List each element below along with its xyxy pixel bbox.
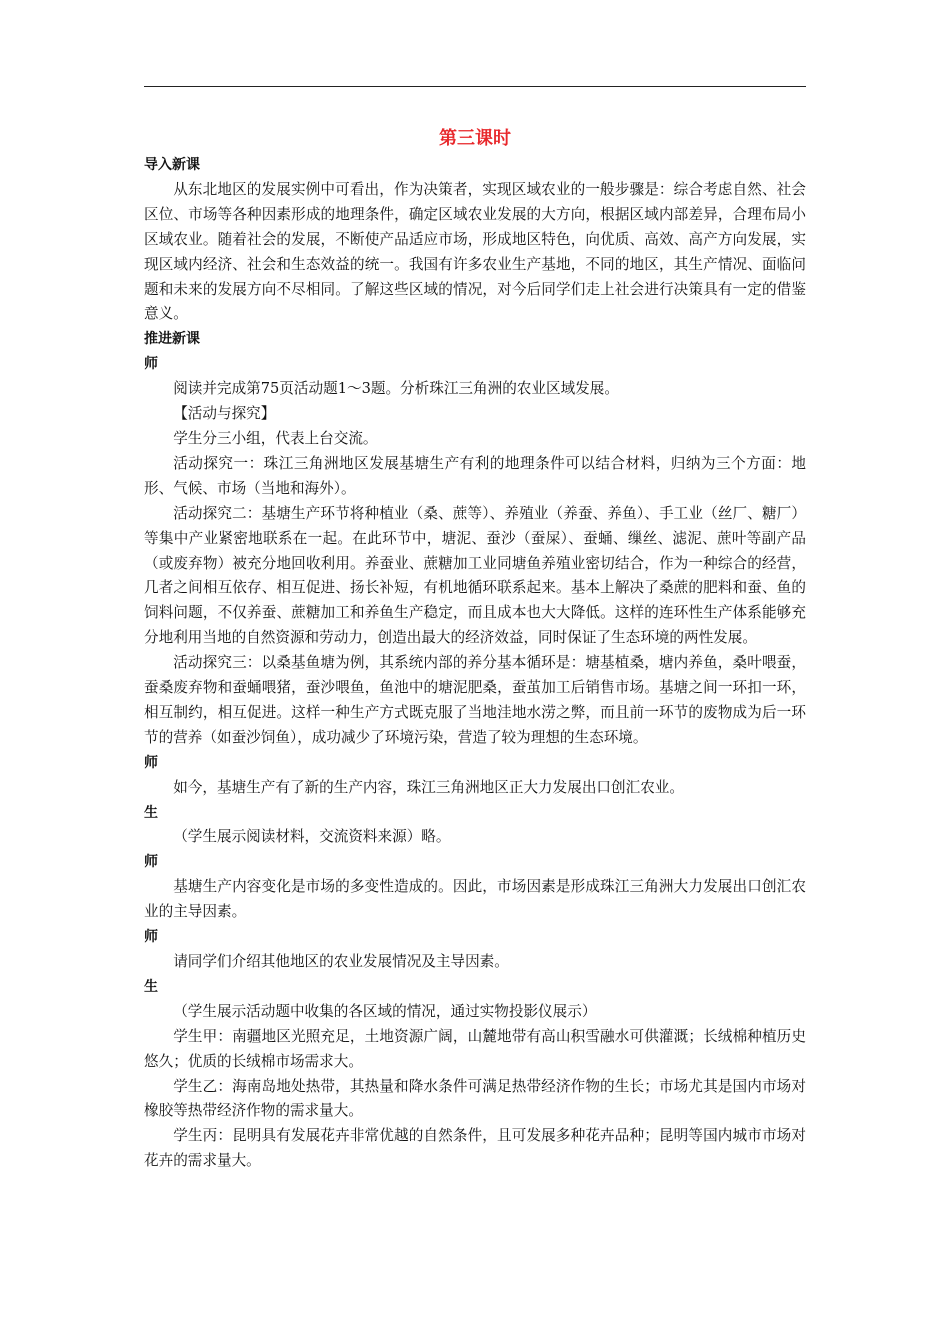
page-title: 第三课时 bbox=[439, 128, 511, 149]
section-heading: 师 bbox=[144, 356, 158, 373]
section-heading: 师 bbox=[144, 854, 158, 871]
paragraph: 从东北地区的发展实例中可看出，作为决策者，实现区域农业的一般步骤是：综合考虑自然、社会区位、市场等各种因素形成的地理条件，确定区域农业发展的大方向，根据区域内部差异，合理布局小区域农业。随着社会的发展，不断使产品适应市场，形成地区特色，向优质、高效、高产方向发展，实现区域内经济、社会和生态效益的统一。我国有许多农业生产基地，不同的地区，其生产情况、面临问题和未来的发展方向不尽相同。了解这些区域的情况，对今后同学们走上社会进行决策具有一定的借鉴意义。 bbox=[144, 180, 806, 323]
paragraph: 阅读并完成第75页活动题1～3题。分析珠江三角洲的农业区域发展。 bbox=[173, 380, 619, 398]
paragraph: 请同学们介绍其他地区的农业发展情况及主导因素。 bbox=[173, 953, 509, 970]
section-heading: 师 bbox=[144, 754, 158, 771]
paragraph: 基塘生产内容变化是市场的多变性造成的。因此，市场因素是形成珠江三角洲大力发展出口创汇农业的主导因素。 bbox=[144, 878, 806, 921]
header-rule bbox=[144, 86, 806, 87]
section-heading: 导入新课 bbox=[144, 157, 200, 173]
paragraph: 活动探究三：以桑基鱼塘为例，其系统内部的养分基本循环是：塘基植桑，塘内养鱼，桑叶喂蚕，蚕桑废弃物和蚕蛹喂猪，蚕沙喂鱼，鱼池中的塘泥肥桑，蚕茧加工后销售市场。基塘之间一环扣一环，相互制约，相互促进。这样一种生产方式既克服了当地洼地水涝之弊，而且前一环节的废物成为后一环节的营养（如蚕沙饲鱼），成功减少了环境污染，营造了较为理想的生态环境。 bbox=[144, 654, 806, 746]
paragraph: （学生展示活动题中收集的各区域的情况，通过实物投影仪展示） bbox=[173, 1002, 597, 1020]
paragraph: 如今，基塘生产有了新的生产内容，珠江三角洲地区正大力发展出口创汇农业。 bbox=[173, 778, 684, 796]
section-heading: 生 bbox=[144, 804, 158, 821]
paragraph: 学生甲：南疆地区光照充足，土地资源广阔，山麓地带有高山积雪融水可供灌溉；长绒棉种植历史悠久；优质的长绒棉市场需求大。 bbox=[144, 1027, 806, 1070]
paragraph: 学生丙：昆明具有发展花卉非常优越的自然条件，且可发展多种花卉品种；昆明等国内城市市场对花卉的需求量大。 bbox=[144, 1127, 806, 1170]
paragraph: 活动探究二：基塘生产环节将种植业（桑、蔗等）、养殖业（养蚕、养鱼）、手工业（丝厂、糖厂）等集中产业紧密地联系在一起。在此环节中，塘泥、蚕沙（蚕屎）、蚕蛹、缫丝、滤泥、蔗叶等副产品（或废弃物）被充分地回收利用。养蚕业、蔗糖加工业同塘鱼养殖业密切结合，作为一种综合的经营，几者之间相互依存、相互促进、扬长补短，有机地循环联系起来。基本上解决了桑蔗的肥料和蚕、鱼的饲料问题，不仅养蚕、蔗糖加工和养鱼生产稳定，而且成本也大大降低。这样的连环性生产体系能够充分地利用当地的自然资源和劳动力，创造出最大的经济效益，同时保证了生态环境的两性发展。 bbox=[144, 504, 806, 647]
paragraph: 活动探究一：珠江三角洲地区发展基塘生产有利的地理条件可以结合材料，归纳为三个方面：地形、气候、市场（当地和海外）。 bbox=[144, 454, 806, 497]
section-heading: 推进新课 bbox=[144, 331, 200, 348]
paragraph: 学生乙：海南岛地处热带，其热量和降水条件可满足热带经济作物的生长；市场尤其是国内市场对橡胶等热带经济作物的需求量大。 bbox=[144, 1077, 806, 1120]
section-heading: 师 bbox=[144, 929, 158, 946]
section-heading: 生 bbox=[144, 978, 158, 995]
paragraph: 学生分三小组，代表上台交流。 bbox=[173, 429, 378, 447]
paragraph: （学生展示阅读材料，交流资料来源）略。 bbox=[173, 828, 451, 846]
document-body bbox=[144, 153, 806, 1174]
paragraph: 【活动与探究】 bbox=[173, 405, 276, 423]
